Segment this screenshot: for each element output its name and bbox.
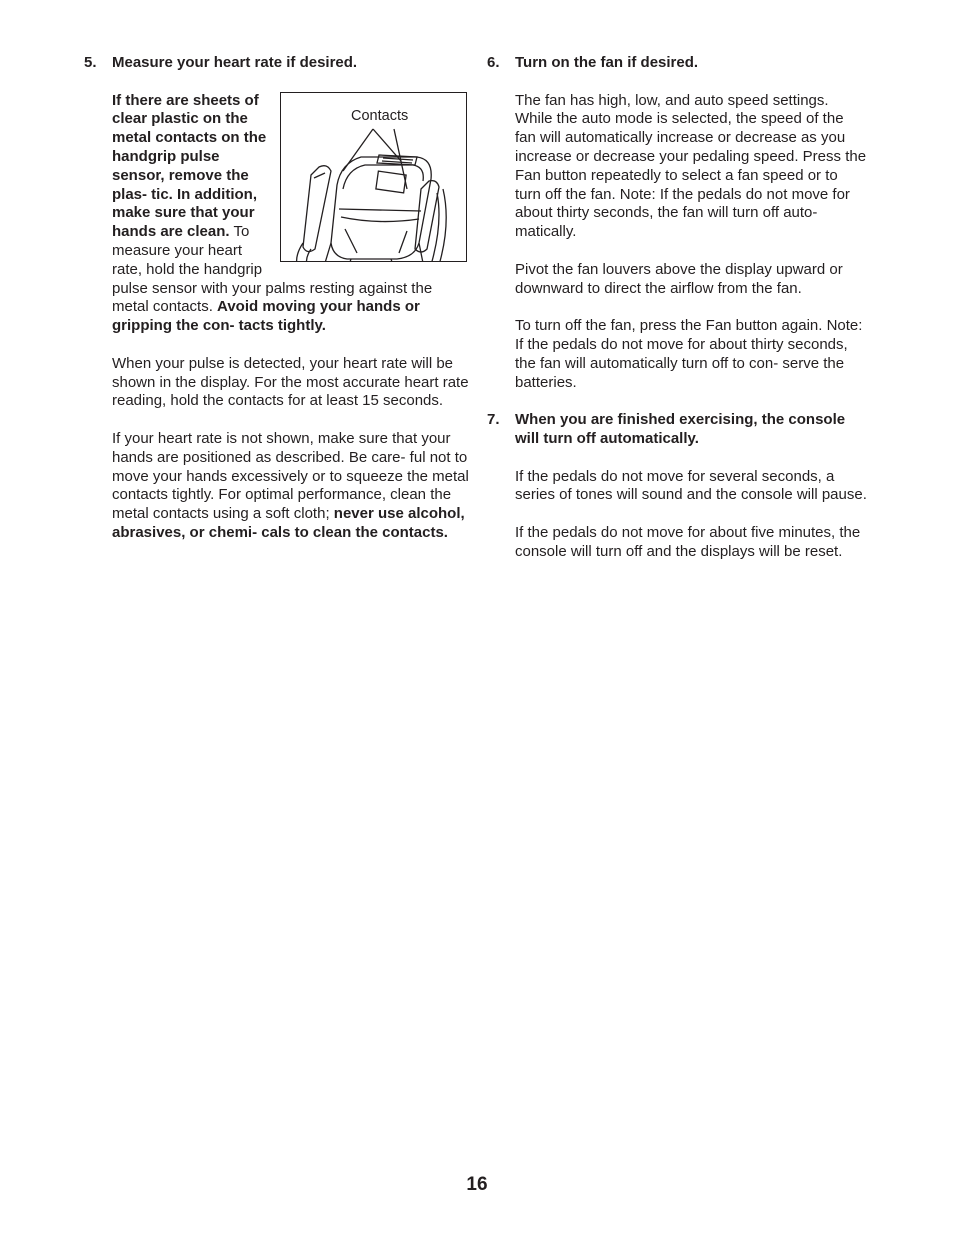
step-5-paragraph-1 bbox=[112, 92, 469, 336]
step-5-cleaning-text: If your heart rate is not shown, make sure that your hands are positioned as described. Be care- ful not to move your hands excessively or to squeeze the metal contacts tightly. For optimal performance, clean the metal contacts using a soft cloth; bbox=[112, 429, 469, 523]
page-number: 16 bbox=[466, 1174, 488, 1195]
step-5-number: 5. bbox=[84, 54, 97, 71]
step-5-instruction-text: To measure your heart rate, hold the handgrip pulse sensor with your palms resting against the metal contacts. bbox=[112, 223, 433, 316]
console-handgrip-illustration bbox=[281, 93, 467, 262]
step-5-paragraph-3 bbox=[112, 430, 469, 543]
step-6-title: Turn on the fan if desired. bbox=[515, 54, 699, 71]
step-7-paragraph-2: If the pedals do not move for about five minutes, the console will turn off and the displays will be reset. bbox=[515, 523, 861, 560]
step-7-number: 7. bbox=[487, 411, 500, 429]
step-7-paragraph-1: If the pedals do not move for several seconds, a series of tones will sound and the console will pause. bbox=[515, 467, 867, 504]
step-6-paragraph-3: To turn off the fan, press the Fan button again. Note: If the pedals do not move for about thirty seconds, the fan will automatically turn off to con- serve the batteries. bbox=[515, 317, 863, 391]
step-6-paragraph-2: Pivot the fan louvers above the display upward or downward to direct the airflow from the fan. bbox=[515, 260, 843, 297]
right-column bbox=[487, 54, 867, 562]
step-6-paragraph-1: The fan has high, low, and auto speed settings. While the auto mode is selected, the speed of the fan will automatically increase or decrease as you increase or decrease your pedaling speed. Press the Fan button repeatedly to select a fan speed or to turn off the fan. Note: If the pedals do not move for about thirty seconds, the fan will turn off auto- matically. bbox=[515, 91, 867, 241]
step-5-title: Measure your heart rate if desired. bbox=[112, 54, 358, 71]
step-6-number: 6. bbox=[487, 54, 500, 71]
step-5-paragraph-2: When your pulse is detected, your heart rate will be shown in the display. For the most accurate heart rate reading, hold the contacts for at least 15 seconds. bbox=[112, 354, 469, 410]
step-5-cleaning-warning: never use alcohol, abrasives, or chemi- cals to clean the contacts. bbox=[112, 505, 465, 541]
handgrip-contacts-figure bbox=[280, 92, 467, 262]
contacts-label: Contacts bbox=[351, 107, 409, 124]
step-7-title: When you are finished exercising, the console will turn off automatically. bbox=[515, 411, 846, 447]
step-5-warning-text: If there are sheets of clear plastic on the metal contacts on the handgrip pulse sensor, remove the plas- tic. In addition, make sure that your hands are clean. bbox=[112, 91, 267, 241]
step-5-heading bbox=[84, 54, 469, 73]
step-7-heading bbox=[487, 411, 867, 449]
step-6-heading bbox=[487, 54, 867, 73]
step-5-caution-text: Avoid moving your hands or gripping the con- tacts tightly. bbox=[112, 298, 420, 335]
left-column bbox=[84, 54, 469, 543]
